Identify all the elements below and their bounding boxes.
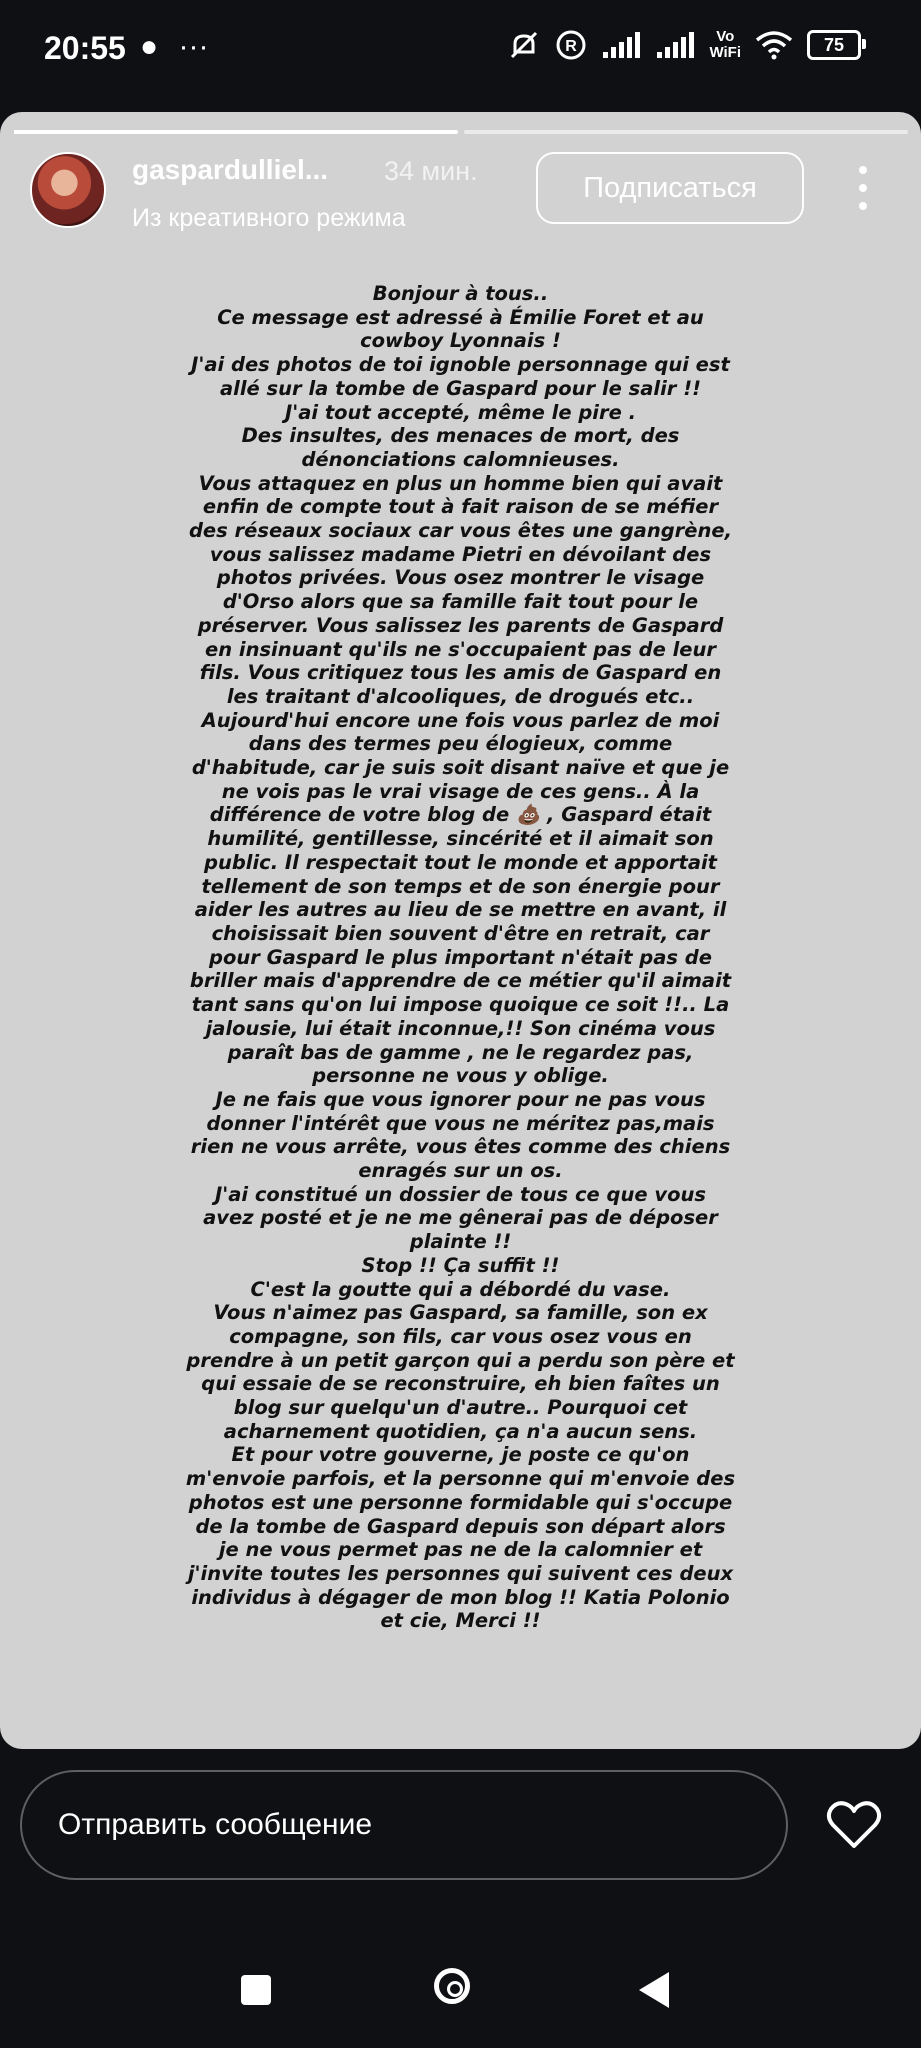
- signal-icon: [601, 30, 641, 60]
- progress-segment-1: [14, 130, 458, 134]
- heart-icon[interactable]: [826, 1800, 882, 1850]
- battery-indicator: [807, 30, 861, 60]
- chat-bubble-icon: ●: [140, 30, 159, 63]
- more-options-icon[interactable]: [856, 166, 870, 210]
- story-progress: [14, 130, 908, 134]
- story-text: Bonjour à tous.. Ce message est adressé à Émilie Foret et au cowboy Lyonnais ! J'ai des photos de toi ignoble personnage qui est allé sur la tombe de Gaspard pour le salir !! J'ai tout accepté, même le pire . Des insultes, des menaces de mort, des dénonciations calomnieuses. Vous attaquez en plus un homme bien qui avait enfin de compte tout à fait raison de se méfier des réseaux sociaux car vous êtes une gangrène, vous salissez madame Pietri en dévoilant des photos privées. Vous osez montrer le visage d'Orso alors que sa famille fait tout pour le préserver. Vous salissez les parents de Gaspard en insinuant qu'ils ne s'occupaient pas de leur fils. Vous critiquez tous les amis de Gaspard en les traitant d'alcooliques, de drogués etc.. Aujourd'hui encore une fois vous parlez de moi dans des termes peu élogieux, comme d'habitude, car je suis soit disant naïve et que je ne vois pas le vrai visage de ces gens.. À la différence de votre blog de 💩 , Gaspard était humilité, gentillesse, sincérité et il aimait son public. Il respectait tout le monde et apportait tellement de son temps et de son énergie pour aider les autres au lieu de se mettre en avant, il choisissait bien souvent d'être en retrait, car pour Gaspard le plus important n'était pas de briller mais d'apprendre de ce métier qu'il aimait tant sans qu'on lui impose quoique ce soit !!.. La jalousie, lui était inconnue,!! Son cinéma vous paraît bas de gamme , ne le regardez pas, personne ne vous y oblige. Je ne fais que vous ignorer pour ne pas vous donner l'intérêt que vous ne méritez pas,mais rien ne vous arrête, vous êtes comme des chiens enragés sur un os. J'ai constitué un dossier de tous ce que vous avez posté et je ne me gênerai pas de déposer plainte !! Stop !! Ça suffit !! C'est la goutte qui a débordé du vase. Vous n'aimez pas Gaspard, sa famille, son ex compagne, son fils, car vous osez vous en prendre à un petit garçon qui a perdu son père et qui essaie de se reconstruire, eh bien faîtes un blog sur quelqu'un d'autre.. Pourquoi cet acharnement quotidien, ça n'a aucun sens. Et pour votre gouverne, je poste ce qu'on m'envoie parfois, et la personne qui m'envoie des photos est une personne formidable qui s'occupe de la tombe de Gaspard depuis son départ alors je ne vous permet pas ne de la calomnier et j'invite toutes les personnes qui suivent ces deux individus à dégager de mon blog !! Katia Polonio et cie, Merci !!: [185, 282, 736, 1633]
- status-time: 20:55: [44, 30, 126, 66]
- subscribe-button[interactable]: Подписаться: [536, 152, 804, 224]
- back-triangle-icon[interactable]: [639, 1972, 669, 2008]
- registered-icon: [555, 29, 587, 61]
- story-time-ago: 34 мин.: [384, 156, 478, 186]
- status-bar: [0, 0, 921, 100]
- status-left-icons: [140, 30, 208, 64]
- more-dots-icon: ···: [178, 30, 209, 63]
- send-message-placeholder: Отправить сообщение: [58, 1808, 373, 1841]
- recents-square-icon[interactable]: [241, 1975, 271, 2005]
- vowifi-label: Vo WiFi: [709, 28, 741, 61]
- battery-level: 75: [823, 34, 845, 55]
- avatar[interactable]: [30, 152, 106, 228]
- status-right-icons: [507, 28, 861, 62]
- send-message-input[interactable]: [20, 1770, 788, 1880]
- muted-bell-icon: [507, 28, 541, 62]
- story-username[interactable]: gaspardulliel...: [132, 154, 329, 185]
- progress-segment-2: [464, 130, 908, 134]
- story-source[interactable]: Из креативного режима: [132, 204, 406, 232]
- svg-text:R: R: [565, 38, 578, 55]
- wifi-icon: [755, 30, 793, 60]
- home-circle-icon[interactable]: [434, 1968, 470, 2004]
- story-card[interactable]: [0, 112, 921, 1749]
- signal-icon-2: [655, 30, 695, 60]
